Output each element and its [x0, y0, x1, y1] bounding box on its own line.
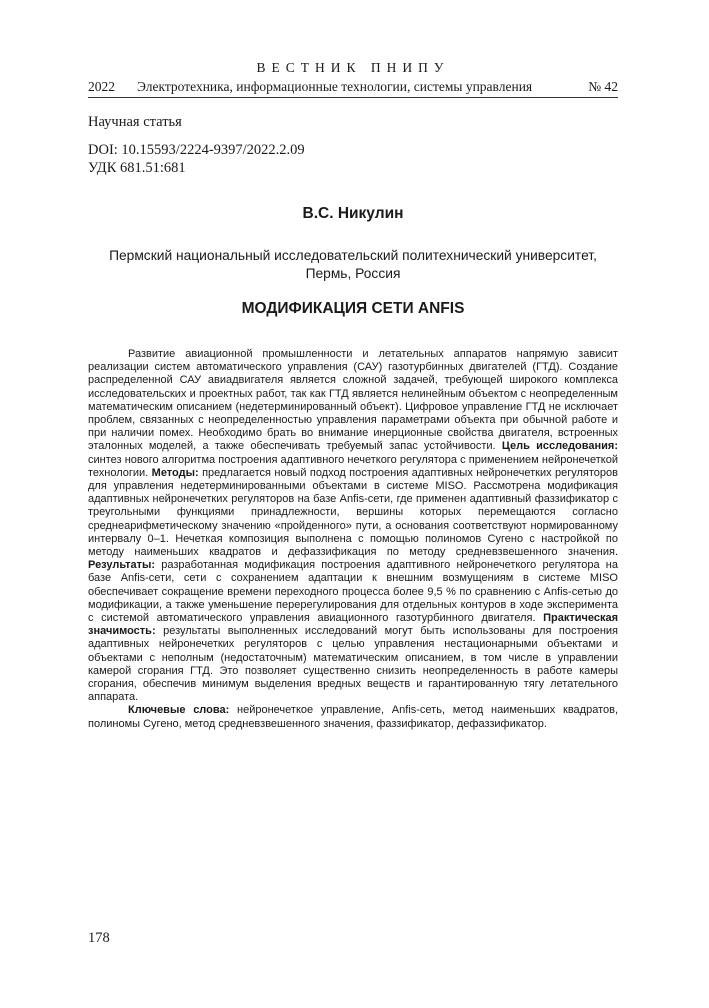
header-rule [88, 97, 618, 98]
page-number: 178 [88, 930, 110, 946]
keywords-paragraph [88, 704, 618, 730]
header-issue: № 42 [588, 79, 618, 94]
affiliation-line-1: Пермский национальный исследовательский политехнический университет, [109, 248, 597, 263]
goal-label: Цель исследования: [501, 440, 618, 453]
results-text: разработанная модификация построения адаптивного нейронечеткого регулятора на базе Anfis-сети, сети с сохранением адаптации к внешним возмущениям в системе MISO обеспечивает сокращение времени переходного процесса более 9,5 % по сравнению с Anfis-сетью до модификации, а также уменьшение перерегулирования для отдельных контуров в ходе эксперимента с системой автоматического управления авиационного газотурбинного двигателя. [88, 559, 618, 625]
results-label: Результаты: [88, 559, 156, 572]
methods-label: Методы: [151, 466, 199, 479]
doi: DOI: 10.15593/2224-9397/2022.2.09 [88, 142, 305, 158]
journal-title: ВЕСТНИК ПНИПУ [256, 60, 450, 75]
significance-label: Практическая значимость: [88, 612, 618, 638]
keywords-text: нейронечеткое управление, Anfis-сеть, метод наименьших квадратов, полиномы Сугено, метод средневзвешенного значения, фаззификатор, дефаззификатор. [88, 704, 619, 730]
header-series: Электротехника, информационные технологии, системы управления [137, 79, 533, 94]
significance-text: результаты выполненных исследований могут быть использованы для построения адаптивных нейронечетких регуляторов с целью управления нестационарными объектами и объектами с неполным (недостаточным) математическим описанием, в том числе в управлении камерой сгорания ГТД. Это позволяет существенно снизить неопределенность в работе камеры сгорания, обеспечив минимум выделения вредных веществ и гарантированную тягу летательного аппарата. [88, 625, 619, 704]
abstract-paragraph [88, 348, 618, 704]
abstract [88, 348, 618, 731]
keywords-label: Ключевые слова: [128, 704, 230, 717]
paper-title: МОДИФИКАЦИЯ СЕТИ ANFIS [241, 300, 465, 317]
affiliation [88, 247, 618, 283]
affiliation-line-2: Пермь, Россия [305, 266, 401, 281]
author-name: В.С. Никулин [302, 205, 404, 222]
udk: УДК 681.51:681 [88, 160, 186, 176]
article-type: Научная статья [88, 114, 182, 130]
methods-text: предлагается новый подход построения адаптивных нейронечетких регуляторов для управления недетерминированными объектами в системе MISO. Рассмотрена модификация адаптивных нейронечетких регуляторов на базе Anfis-сети, где применен адаптивный фаззификатор с треугольными функциями принадлежности, вершины которых перемещаются согласно среднеарифметическому значению «пройденного» пути, а основания соответствуют нормированному интервалу 0–1. Нечеткая композиция выполнена с помощью полиномов Сугено с настройкой по методу наименьших квадратов и дефаззификация по методу средневзвешенного значения. [88, 466, 618, 559]
running-header [88, 79, 618, 95]
header-year: 2022 [88, 79, 115, 94]
goal-text: синтез нового алгоритма построения адаптивного нечеткого регулятора с применением нейронечеткой технологии. [88, 453, 618, 479]
abstract-intro: Развитие авиационной промышленности и летательных аппаратов напрямую зависит реализации систем автоматического управления (САУ) газотурбинных двигателей (ГТД). Создание распределенной САУ авиадвигателя является сложной задачей, требующей широкого комплекса исследовательских и проектных работ, так как ГТД является нелинейным объектом с неопределенным математическим описанием (недетерминированный объект). Цифровое управление ГТД не исключает проблем, связанных с неопределенностью управления параметрами объекта при обычной работе и при наличии помех. Необходимо брать во внимание инерционные свойства двигателя, встроенных эталонных моделей, а также обеспечивать требуемый запас устойчивости. [88, 348, 618, 453]
